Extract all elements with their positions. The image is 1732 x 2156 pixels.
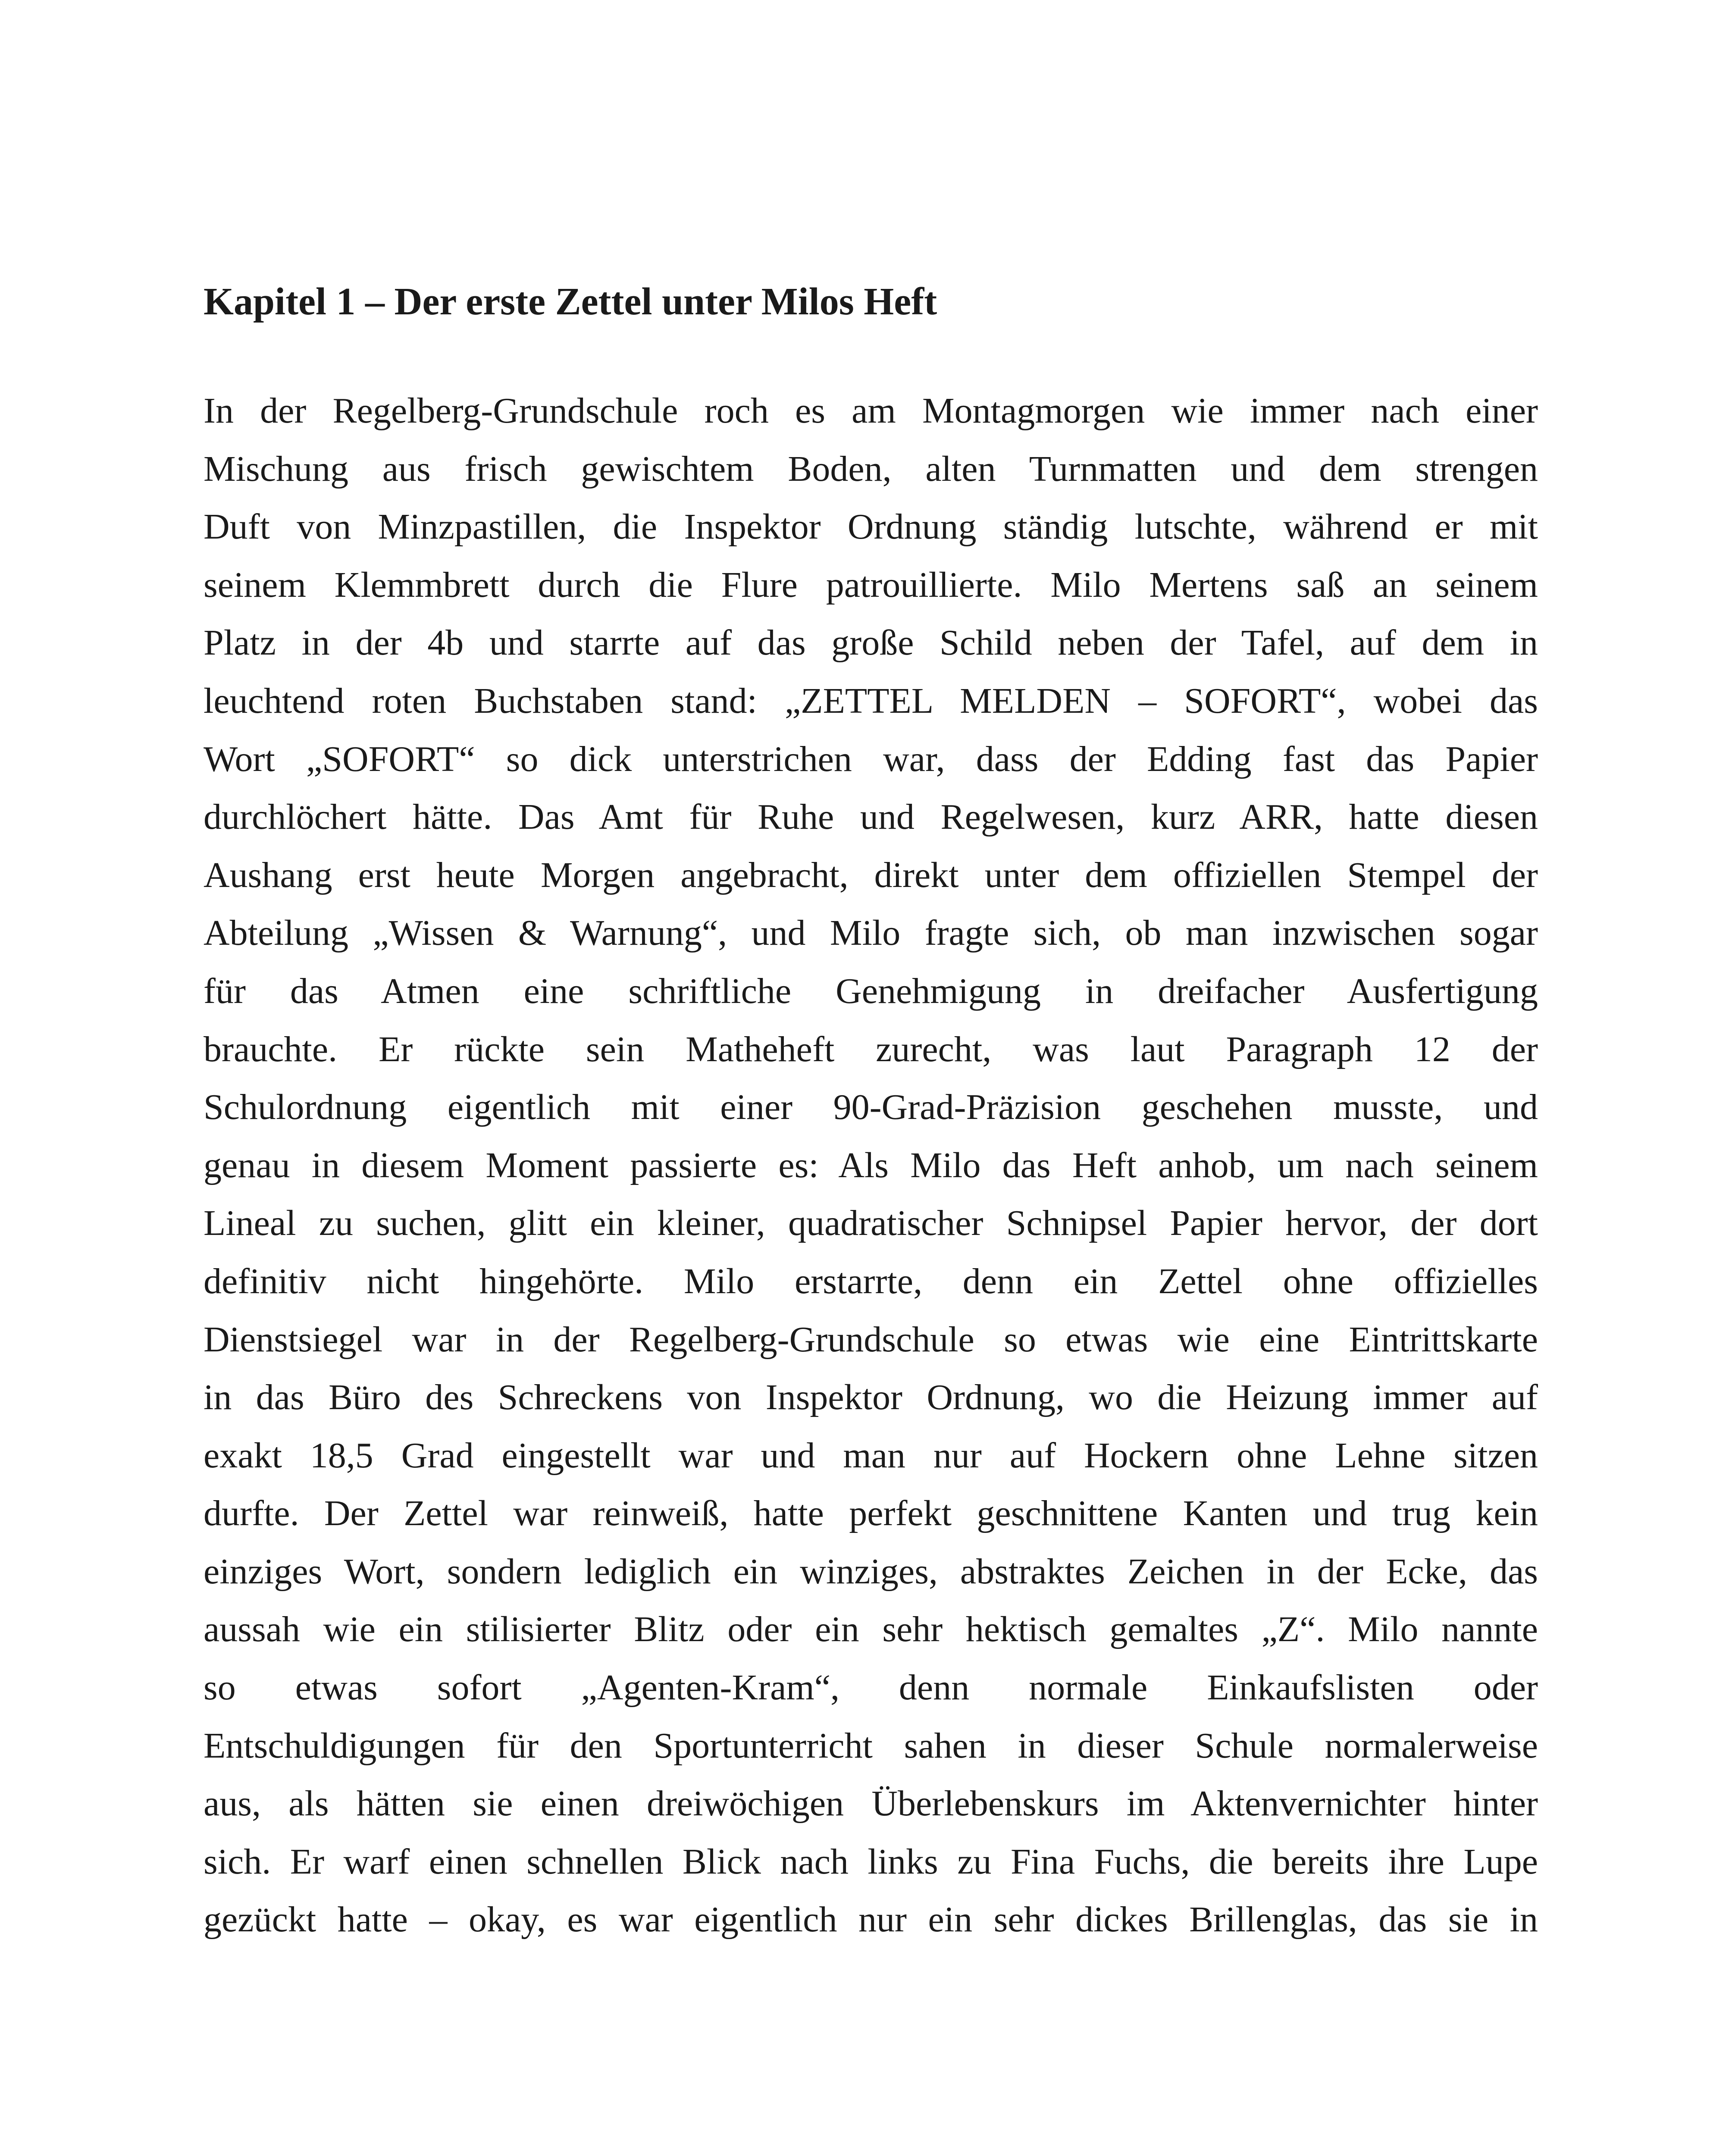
text-line: Dienstsiegel war in der Regelberg-Grundschule so etwas wie eine Eintrittskarte <box>204 1319 1538 1360</box>
chapter-title: Kapitel 1 – Der erste Zettel unter Milos Heft <box>204 280 937 323</box>
text-line: Platz in der 4b und starrte auf das große Schild neben der Tafel, auf dem in <box>204 623 1538 663</box>
text-line: seinem Klemmbrett durch die Flure patrouillierte. Milo Mertens saß an seinem <box>204 564 1538 605</box>
text-line: genau in diesem Moment passierte es: Als Milo das Heft anhob, um nach seinem <box>204 1145 1538 1185</box>
text-line: einziges Wort, sondern lediglich ein winziges, abstraktes Zeichen in der Ecke, das <box>204 1551 1538 1592</box>
text-line: aus, als hätten sie einen dreiwöchigen Überlebenskurs im Aktenvernichter hinter <box>204 1783 1538 1824</box>
text-line: In der Regelberg-Grundschule roch es am Montagmorgen wie immer nach einer <box>204 391 1538 431</box>
text-line: sich. Er warf einen schnellen Blick nach links zu Fina Fuchs, die bereits ihre Lupe <box>204 1841 1538 1882</box>
text-line: Duft von Minzpastillen, die Inspektor Ordnung ständig lutschte, während er mit <box>204 507 1538 547</box>
text-line: gezückt hatte – okay, es war eigentlich nur ein sehr dickes Brillenglas, das sie in <box>204 1899 1538 1940</box>
text-line: leuchtend roten Buchstaben stand: „ZETTEL MELDEN – SOFORT“, wobei das <box>204 680 1538 721</box>
text-line: Entschuldigungen für den Sportunterricht sahen in dieser Schule normalerweise <box>204 1725 1538 1766</box>
text-line: so etwas sofort „Agenten-Kram“, denn normale Einkaufslisten oder <box>204 1667 1538 1708</box>
text-line: aussah wie ein stilisierter Blitz oder ein sehr hektisch gemaltes „Z“. Milo nannte <box>204 1609 1538 1650</box>
body-paragraph <box>204 382 1538 1949</box>
text-line: durchlöchert hätte. Das Amt für Ruhe und Regelwesen, kurz ARR, hatte diesen <box>204 797 1538 837</box>
text-line: in das Büro des Schreckens von Inspektor Ordnung, wo die Heizung immer auf <box>204 1377 1538 1418</box>
text-line: Wort „SOFORT“ so dick unterstrichen war, dass der Edding fast das Papier <box>204 739 1538 779</box>
text-line: Abteilung „Wissen & Warnung“, und Milo fragte sich, ob man inzwischen sogar <box>204 913 1538 953</box>
text-line: Schulordnung eigentlich mit einer 90-Grad-Präzision geschehen musste, und <box>204 1087 1538 1128</box>
text-line: exakt 18,5 Grad eingestellt war und man nur auf Hockern ohne Lehne sitzen <box>204 1435 1538 1476</box>
text-line: Mischung aus frisch gewischtem Boden, alten Turnmatten und dem strengen <box>204 448 1538 489</box>
text-line: durfte. Der Zettel war reinweiß, hatte perfekt geschnittene Kanten und trug kein <box>204 1493 1538 1534</box>
text-line: Aushang erst heute Morgen angebracht, direkt unter dem offiziellen Stempel der <box>204 855 1538 895</box>
text-line: für das Atmen eine schriftliche Genehmigung in dreifacher Ausfertigung <box>204 971 1538 1011</box>
text-line: definitiv nicht hingehörte. Milo erstarrte, denn ein Zettel ohne offizielles <box>204 1261 1538 1301</box>
text-line: brauchte. Er rückte sein Matheheft zurecht, was laut Paragraph 12 der <box>204 1029 1538 1069</box>
text-line: Lineal zu suchen, glitt ein kleiner, quadratischer Schnipsel Papier hervor, der dort <box>204 1203 1538 1244</box>
